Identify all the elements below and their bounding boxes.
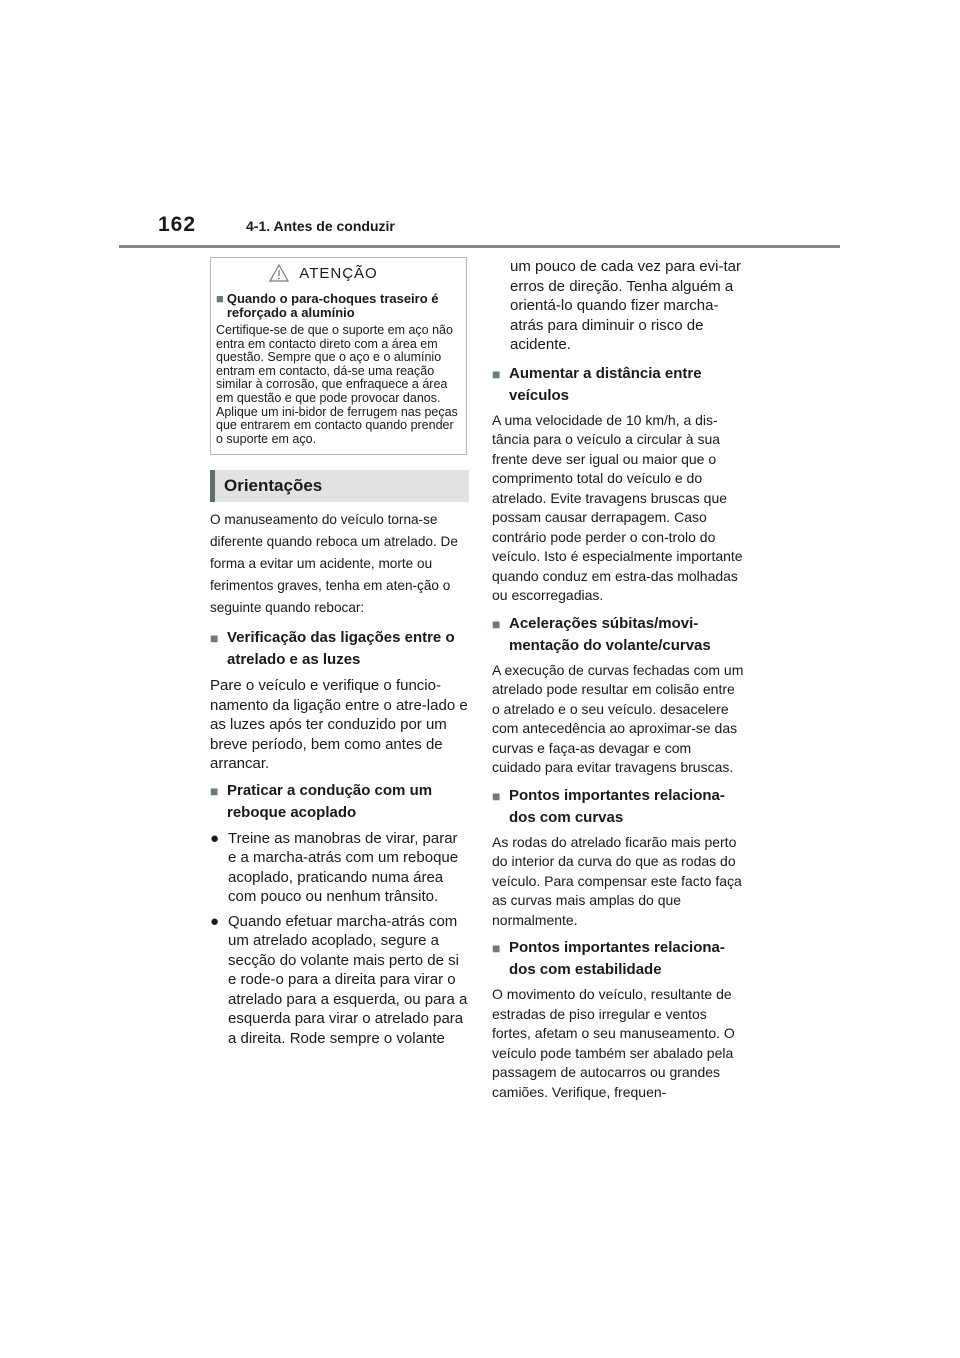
warning-text: Certifique-se de que o suporte em aço não entra em contacto direto com a área em questão. Sempre que o aço e o alumínio entram em contacto, dá-se uma reação similar à corrosão, que enfraquece a área em questão e que pode provocar danos. Aplique um ini-bidor de ferrugem nas peças que entrarem em contacto quando prender o suporte em aço.: [216, 323, 458, 446]
warning-subtitle: Quando o para-choques traseiro é reforçado a alumínio: [226, 291, 439, 320]
square-marker-icon: ■: [492, 940, 501, 956]
subheading-text: Praticar a condução com um reboque acoplado: [227, 781, 433, 821]
continued-paragraph: um pouco de cada vez para evi-tar erros de direção. Tenha alguém a orientá-lo quando fizer marcha-atrás para diminuir o risco de acidente.: [510, 258, 741, 353]
paragraph-acceleration: A execução de curvas fechadas com um atrelado pode resultar em colisão entre o atrelado e o seu veículo. desacelere com antecedência ao aproximar-se das curvas e faça-as devagar e com cuidado para evitar travagens bruscas.: [492, 661, 744, 775]
bullet-text: Treine as manobras de virar, parar e a marcha-atrás com um reboque acoplado, praticando numa área com pouco ou nenhum trânsito.: [228, 829, 459, 906]
warning-title: ATENÇÃO: [299, 264, 378, 282]
square-marker-icon: ■: [210, 630, 219, 647]
paragraph-connections: Pare o veículo e verifique o funcio-namento da ligação entre o atre-lado e as luzes após ter conduzido por um breve período, bem como antes de arrancar.: [210, 677, 468, 773]
subheading-text: Acelerações súbitas/movi-mentação do volante/curvas: [509, 614, 711, 654]
page-number: 162: [158, 213, 197, 236]
orientations-heading: Orientações: [210, 470, 469, 502]
bullet-item: [210, 912, 470, 1049]
subheading-text: Pontos importantes relaciona-dos com estabilidade: [509, 939, 725, 978]
subheading-acceleration: [492, 613, 744, 657]
bullet-icon: ●: [210, 912, 220, 930]
square-marker-icon: ■: [210, 782, 219, 799]
square-marker-icon: ■: [492, 787, 501, 804]
subheading-text: Verificação das ligações entre o atrelado e as luzes: [227, 629, 455, 669]
subheading-connections: [210, 627, 470, 671]
warning-triangle-icon: [269, 264, 289, 282]
subheading-stability: [492, 937, 744, 981]
left-column: [210, 257, 470, 1048]
warning-header: [211, 258, 466, 288]
subheading-practice: [210, 780, 470, 824]
bullet-item: [210, 829, 470, 907]
bullet-icon: ●: [210, 829, 220, 847]
subheading-distance: [492, 363, 744, 407]
subheading-curves: [492, 785, 744, 829]
section-title: 4-1. Antes de conduzir: [246, 218, 395, 234]
square-marker-icon: ■: [492, 615, 501, 632]
right-column: [492, 257, 744, 1102]
subheading-text: Pontos importantes relaciona-dos com curvas: [509, 786, 725, 826]
paragraph-distance: A uma velocidade de 10 km/h, a dis-tância para o veículo a circular à sua frente deve ser igual ou maior que o comprimento total do veículo e do atrelado. Evite travagens bruscas que possam causar derrapagem. Caso contrário pode perder o con-trolo do veículo. Isto é especialmente importante quando conduz em estra-das molhadas ou escorregadias.: [492, 411, 743, 603]
paragraph-curves: As rodas do atrelado ficarão mais perto do interior da curva do que as rodas do veículo. Para compensar este facto faça as curvas mais amplas do que normalmente.: [492, 833, 742, 928]
orientations-intro: O manuseamento do veículo torna-se diferente quando reboca um atrelado. De forma a evitar um acidente, morte ou ferimentos graves, tenha em aten-ção o seguinte quando rebocar:: [210, 512, 458, 616]
square-marker-icon: ■: [492, 365, 501, 382]
paragraph-stability: O movimento do veículo, resultante de estradas de piso irregular e ventos fortes, afetam o seu manuseamento. O veículo pode também ser abalado pela passagem de autocarros ou grandes camiões. Verifique, frequen-: [492, 986, 735, 1100]
header-rule: [119, 245, 840, 248]
subheading-text: Aumentar a distância entre veículos: [509, 364, 702, 404]
bullet-text: Quando efetuar marcha-atrás com um atrelado acoplado, segure a secção do volante mais perto de si e rode-o para a direita para virar o atrelado para a esquerda, ou para a esquerda para virar o atrelado para a direita. Rode sempre o volante: [228, 912, 468, 1047]
warning-box: [210, 257, 467, 455]
square-marker-icon: ■: [216, 291, 224, 306]
warning-subtitle-row: [211, 288, 466, 322]
